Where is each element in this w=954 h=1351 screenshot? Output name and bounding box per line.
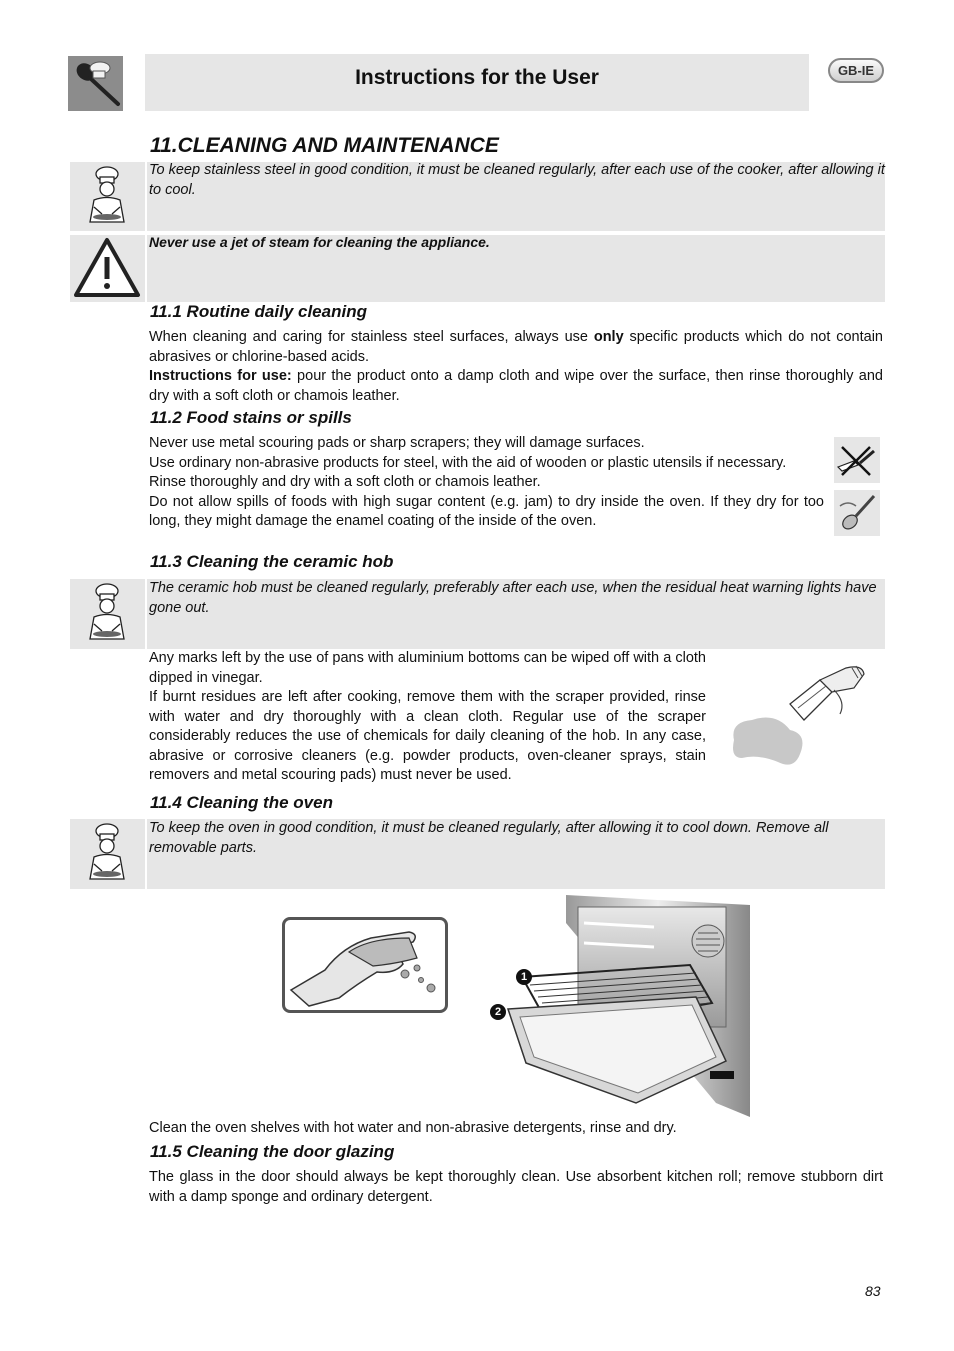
section-body-food-stains	[149, 434, 824, 532]
paragraph: Use ordinary non-abrasive products for steel, with the aid of wooden or plastic utensils if necessary.	[149, 454, 787, 471]
header-bar	[145, 54, 809, 111]
no-scraper-icon	[834, 437, 880, 483]
note-intro-text: To keep stainless steel in good condition, it must be cleaned regularly, after each use of the cooker, after allowing it to cool.	[149, 162, 885, 198]
page-number: 83	[865, 1283, 881, 1299]
language-badge: GB-IE	[828, 58, 884, 83]
text-emphasis: only	[593, 329, 624, 345]
note-icon-box	[70, 579, 145, 649]
section-heading-ceramic-hob: 11.3 Cleaning the ceramic hob	[150, 552, 394, 571]
text-run: When cleaning and caring for stainless steel surfaces, always use	[149, 329, 594, 345]
note-band	[147, 162, 885, 231]
note-ceramic-hob-text: The ceramic hob must be cleaned regularly, preferably after each use, when the residual heat warning lights have gone out.	[149, 580, 877, 616]
paragraph: Any marks left by the use of pans with aluminium bottoms can be wiped off with a cloth dipped in vinegar.	[149, 650, 706, 686]
paragraph: If burnt residues are left after cooking, remove them with the scraper provided, rinse with water and dry thoroughly with a clean cloth. Regular use of the scraper considerably reduces the use of chemicals for daily cleaning of the hob. In any case, abrasive or corrosive cleaners (e.g. powder products, oven-cleaner sprays, stain removers and metal scouring pads) must never be used.	[149, 689, 706, 783]
chapter-title: 11.CLEANING AND MAINTENANCE	[150, 134, 499, 157]
note-icon-box	[70, 819, 145, 889]
oven-shelves-illustration	[486, 893, 750, 1117]
chef-icon	[70, 162, 145, 231]
section-heading-food-stains: 11.2 Food stains or spills	[150, 408, 352, 427]
chef-icon	[70, 819, 145, 889]
header-spoon-chef-icon	[68, 56, 123, 111]
section-heading-door-glazing: 11.5 Cleaning the door glazing	[150, 1142, 395, 1161]
section-body-ceramic-hob	[149, 649, 706, 786]
page-header-title: Instructions for the User	[355, 66, 599, 89]
paragraph: Never use metal scouring pads or sharp scrapers; they will damage surfaces.	[149, 435, 645, 451]
text-run: pour the product onto a damp cloth and wipe over the surface, then rinse thoroughly and dry with a soft cloth or chamois leather.	[149, 368, 883, 404]
text-emphasis: Instructions for use:	[149, 368, 292, 384]
note-band	[147, 819, 885, 889]
warning-text: Never use a jet of steam for cleaning the appliance.	[149, 234, 490, 250]
section-body-door-glazing: The glass in the door should always be kept thoroughly clean. Use absorbent kitchen roll; remove stubborn dirt with a damp sponge and ordinary detergent.	[149, 1169, 883, 1205]
note-oven-text: To keep the oven in good condition, it must be cleaned regularly, after allowing it to cool down. Remove all removable parts.	[149, 820, 829, 856]
warning-band	[147, 235, 885, 302]
section-heading-routine-cleaning: 11.1 Routine daily cleaning	[150, 302, 367, 321]
warning-icon-box	[70, 235, 145, 302]
oven-shelves-text: Clean the oven shelves with hot water and non-abrasive detergents, rinse and dry.	[149, 1120, 677, 1136]
chef-icon	[70, 579, 145, 649]
callout-2: 2	[490, 1004, 506, 1020]
section-heading-oven: 11.4 Cleaning the oven	[150, 793, 333, 812]
hand-cloth-illustration	[282, 917, 448, 1013]
paragraph: Rinse thoroughly and dry with a soft cloth or chamois leather.	[149, 474, 541, 490]
hob-scraper-illustration	[728, 662, 868, 774]
callout-1: 1	[516, 969, 532, 985]
note-icon-box	[70, 162, 145, 231]
note-band	[147, 579, 885, 649]
section-body-routine-cleaning	[149, 328, 883, 406]
warning-triangle-icon	[70, 235, 145, 302]
wooden-spatula-icon	[834, 490, 880, 536]
paragraph: Do not allow spills of foods with high sugar content (e.g. jam) to dry inside the oven. If they dry for too long, they might damage the enamel coating of the inside of the oven.	[149, 493, 824, 529]
text-run: specific products which do not contain abrasives or chlorine-based acids.	[149, 329, 883, 365]
